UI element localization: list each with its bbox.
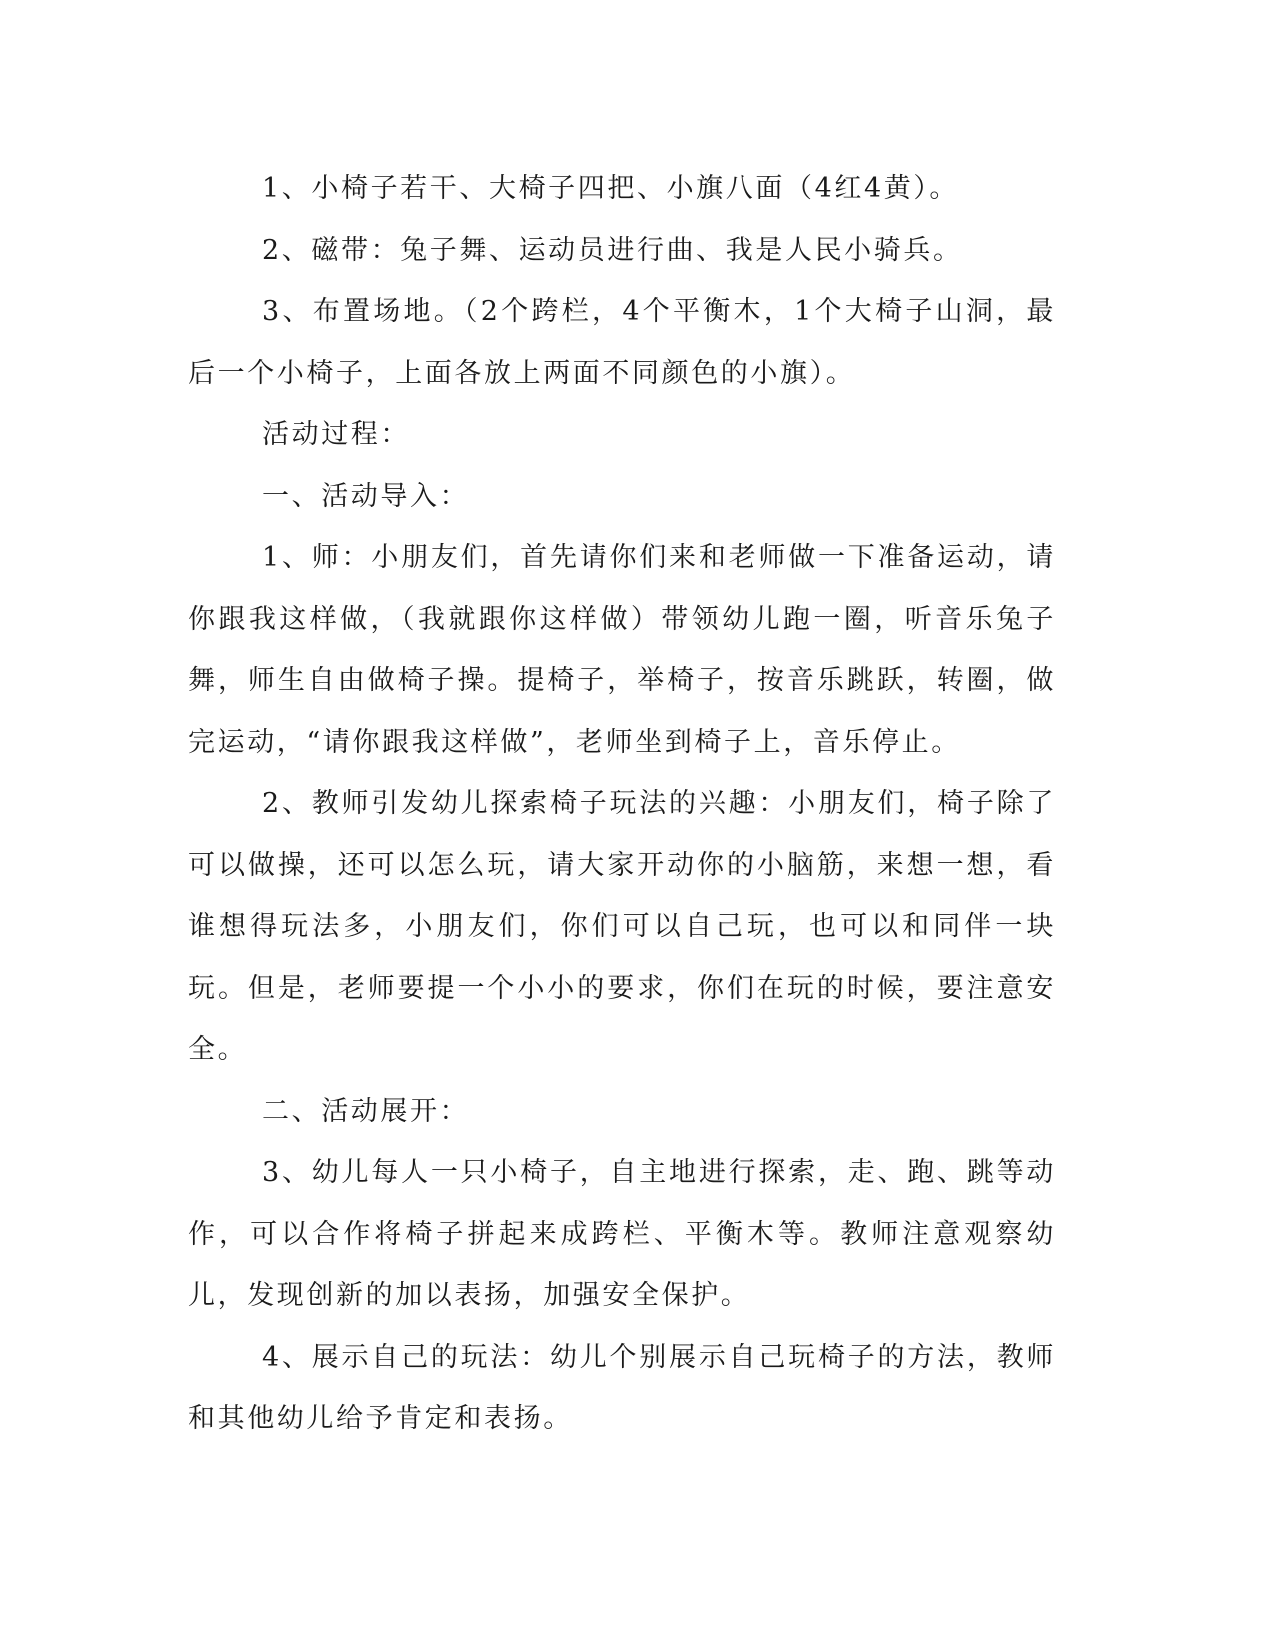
paragraph-develop-4: 4、展示自己的玩法：幼儿个别展示自己玩椅子的方法，教师和其他幼儿给予肯定和表扬。 [188,1341,1056,1434]
paragraph-intro-2: 2、教师引发幼儿探索椅子玩法的兴趣：小朋友们，椅子除了可以做操，还可以怎么玩，请大家开动你的小脑筋，来想一想，看谁想得玩法多，小朋友们，你们可以自己玩，也可以和同伴一块玩。但是，老师要提一个小小的要求，你们在玩的时候，要注意安全。 [188,788,1056,1065]
paragraph-develop-3: 3、幼儿每人一只小椅子，自主地进行探索，走、跑、跳等动作，可以合作将椅子拼起来成跨栏、平衡木等。教师注意观察幼儿，发现创新的加以表扬，加强安全保护。 [188,1157,1056,1311]
section-heading-intro: 一、活动导入： [262,480,470,512]
section-heading-process: 活动过程： [262,419,410,450]
paragraph-materials-1: 1、小椅子若干、大椅子四把、小旗八面（4红4黄）。 [262,173,960,204]
document-body [188,158,1056,1450]
paragraph-materials-3: 3、布置场地。（2个跨栏，4个平衡木，1个大椅子山洞，最后一个小椅子，上面各放上两面不同颜色的小旗）。 [188,296,1056,389]
paragraph-intro-1: 1、师：小朋友们，首先请你们来和老师做一下准备运动，请你跟我这样做，（我就跟你这样做）带领幼儿跑一圈，听音乐兔子舞，师生自由做椅子操。提椅子，举椅子，按音乐跳跃，转圈，做完运动，“请你跟我这样做”，老师坐到椅子上，音乐停止。 [188,542,1056,758]
section-heading-develop: 二、活动展开： [262,1095,470,1127]
paragraph-materials-2: 2、磁带：兔子舞、运动员进行曲、我是人民小骑兵。 [262,234,963,266]
